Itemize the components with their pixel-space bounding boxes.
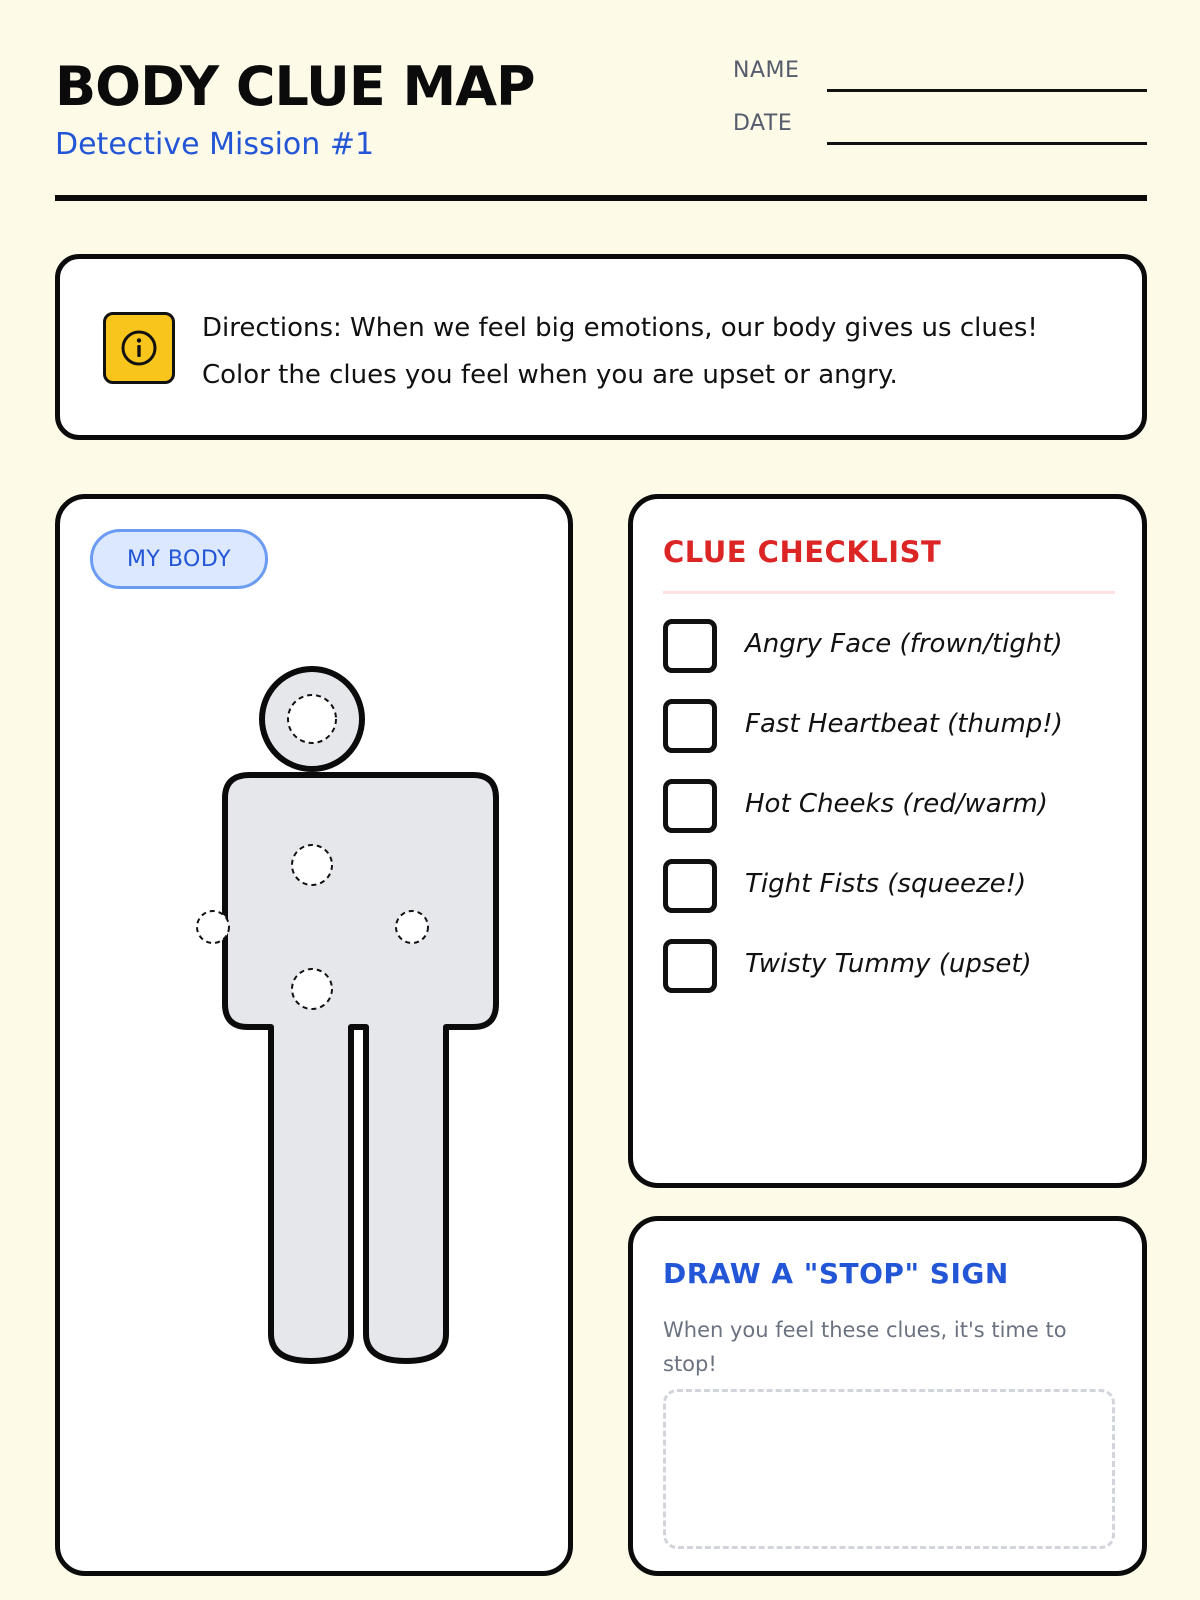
directions-text	[202, 305, 1122, 399]
info-icon	[119, 328, 159, 368]
name-field-line[interactable]	[827, 89, 1147, 92]
checklist-item[interactable]	[663, 699, 1123, 755]
directions-box	[55, 254, 1147, 440]
checklist-item-label: Angry Face (frown/tight)	[745, 629, 1063, 659]
worksheet-header	[55, 55, 1147, 200]
checklist-item[interactable]	[663, 939, 1123, 995]
checklist-item[interactable]	[663, 779, 1123, 835]
drawing-area[interactable]	[663, 1389, 1115, 1549]
stop-description: When you feel these clues, it's time to stop!	[663, 1318, 1067, 1376]
checklist-item-label: Twisty Tummy (upset)	[745, 949, 1032, 979]
date-label: DATE	[733, 111, 793, 136]
clue-spot-heart[interactable]	[292, 845, 332, 885]
checklist-item-label: Tight Fists (squeeze!)	[745, 869, 1027, 899]
checkbox[interactable]	[663, 699, 717, 753]
my-body-tag: MY BODY	[90, 529, 268, 589]
clue-spot-left-hand[interactable]	[197, 911, 229, 943]
directions-line-2: Color the clues you feel when you are upset or angry.	[202, 360, 898, 390]
clue-spot-face[interactable]	[288, 695, 336, 743]
name-label: NAME	[733, 58, 800, 83]
checklist-divider	[663, 591, 1115, 594]
header-divider	[55, 195, 1147, 201]
body-silhouette	[225, 775, 496, 1361]
checkbox[interactable]	[663, 779, 717, 833]
page-subtitle: Detective Mission #1	[55, 127, 375, 162]
checklist-item-label: Hot Cheeks (red/warm)	[745, 789, 1048, 819]
checklist-title: CLUE CHECKLIST	[663, 535, 942, 569]
checkbox[interactable]	[663, 939, 717, 993]
body-map-panel	[55, 494, 573, 1576]
checkbox[interactable]	[663, 859, 717, 913]
info-badge	[103, 312, 175, 384]
date-field-line[interactable]	[827, 142, 1147, 145]
checklist-item[interactable]	[663, 859, 1123, 915]
clue-spot-right-hand[interactable]	[396, 911, 428, 943]
directions-line-1: Directions: When we feel big emotions, our body gives us clues!	[202, 313, 1038, 343]
clue-spot-tummy[interactable]	[292, 969, 332, 1009]
checkbox[interactable]	[663, 619, 717, 673]
checklist-item[interactable]	[663, 619, 1123, 675]
stop-sign-panel	[628, 1216, 1147, 1576]
page-title: BODY CLUE MAP	[55, 55, 535, 118]
clue-checklist-panel	[628, 494, 1147, 1188]
checklist-item-label: Fast Heartbeat (thump!)	[745, 709, 1063, 739]
body-figure	[60, 499, 568, 1571]
stop-title: DRAW A "STOP" SIGN	[663, 1257, 1009, 1290]
